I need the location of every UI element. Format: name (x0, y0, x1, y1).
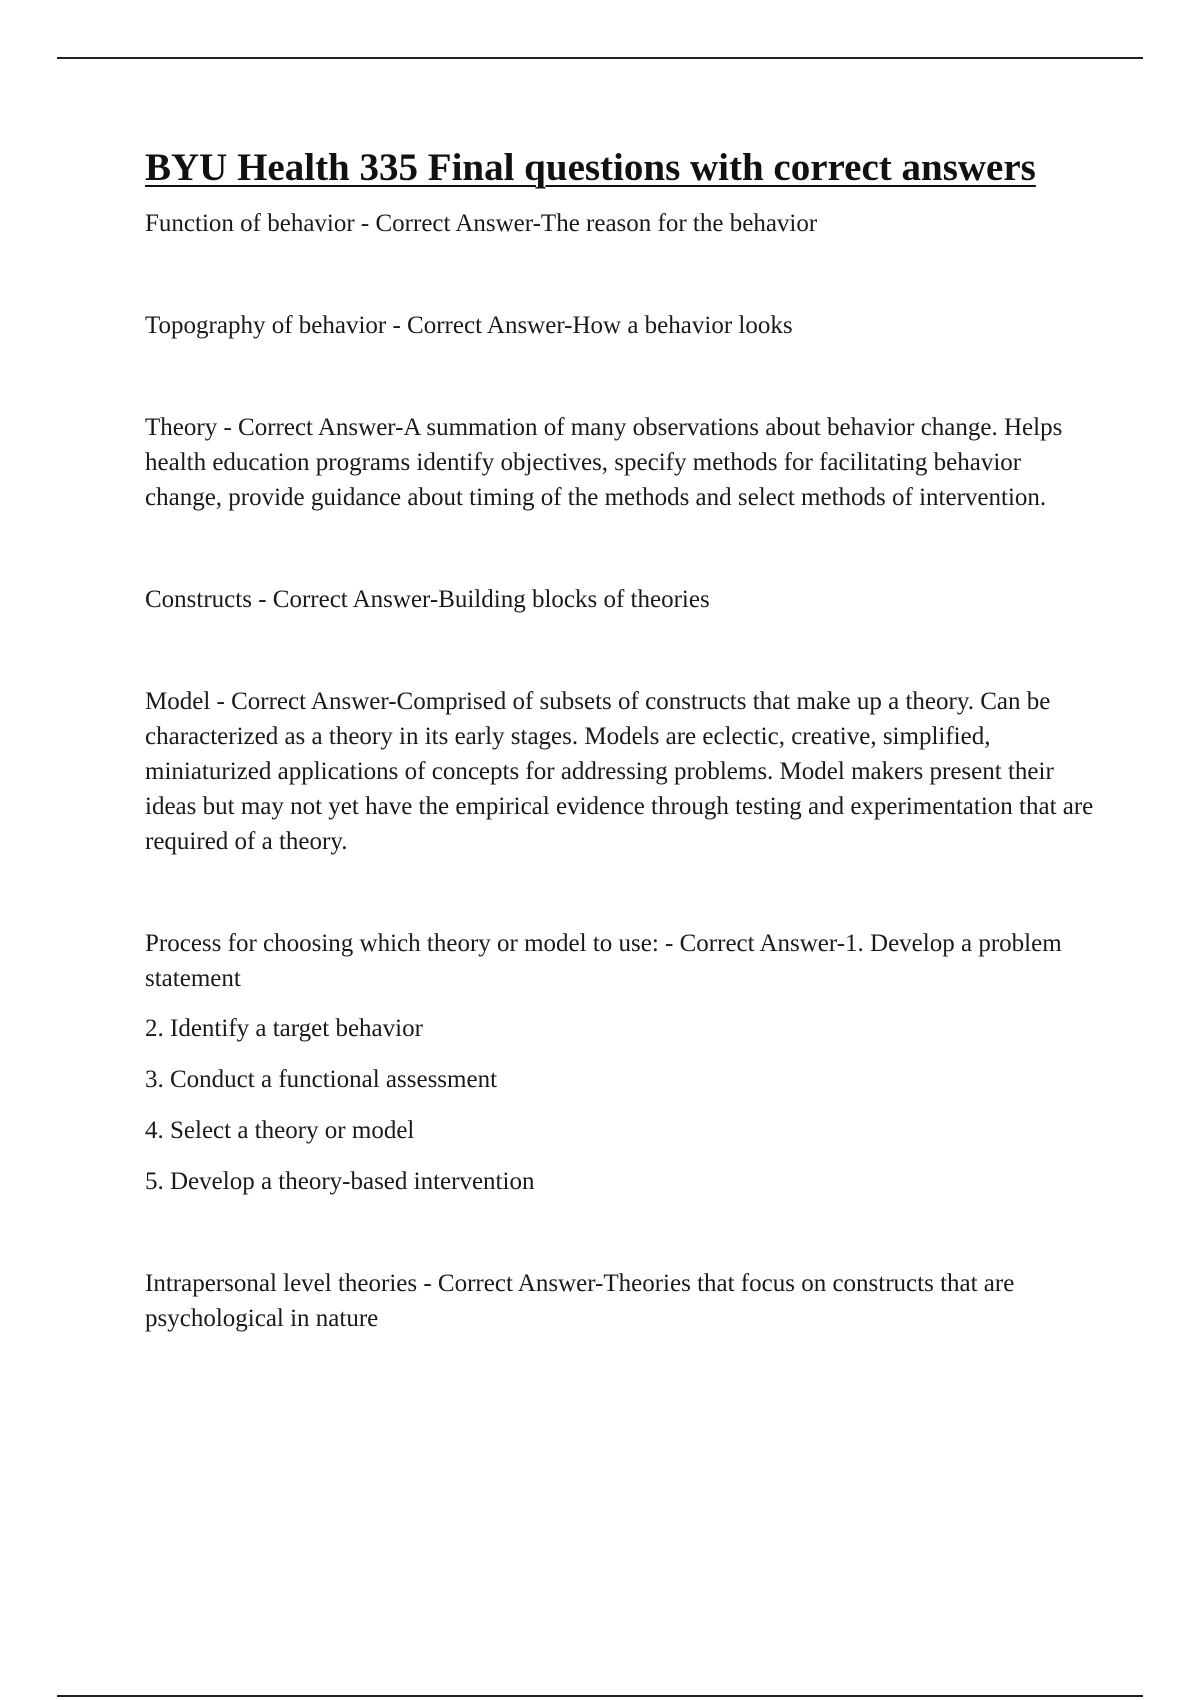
process-step: 2. Identify a target behavior (145, 1015, 423, 1042)
entry-model: Model - Correct Answer-Comprised of subsets of constructs that make up a theory. Can be characterized as a theory in its early stages. Models are eclectic, creative, simplified, miniaturized applications of concepts for addressing problems. Model makers present their ideas but may not yet have the empirical evidence through testing and experimentation that are required of a theory. (145, 688, 1094, 855)
entry-function-of-behavior: Function of behavior - Correct Answer-The reason for the behavior (145, 210, 818, 237)
process-step: 3. Conduct a functional assessment (145, 1066, 498, 1093)
footer-rule (57, 1695, 1143, 1697)
document-title: BYU Health 335 Final questions with correct answers (145, 146, 1036, 189)
entry-process: Process for choosing which theory or model to use: - Correct Answer-1. Develop a problem statement (145, 930, 1062, 992)
document-body (145, 140, 1095, 1336)
process-step: 4. Select a theory or model (145, 1117, 415, 1144)
entry-theory: Theory - Correct Answer-A summation of many observations about behavior change. Helps health education programs identify objectives, specify methods for facilitating behavior change, provide guidance about timing of the methods and select methods of intervention. (145, 414, 1063, 511)
entry-constructs: Constructs - Correct Answer-Building blocks of theories (145, 586, 710, 613)
process-step: 5. Develop a theory-based intervention (145, 1168, 535, 1195)
entry-topography-of-behavior: Topography of behavior - Correct Answer-How a behavior looks (145, 312, 793, 339)
entry-intrapersonal-theories: Intrapersonal level theories - Correct Answer-Theories that focus on constructs that are psychological in nature (145, 1270, 1015, 1332)
header-rule (57, 57, 1143, 59)
